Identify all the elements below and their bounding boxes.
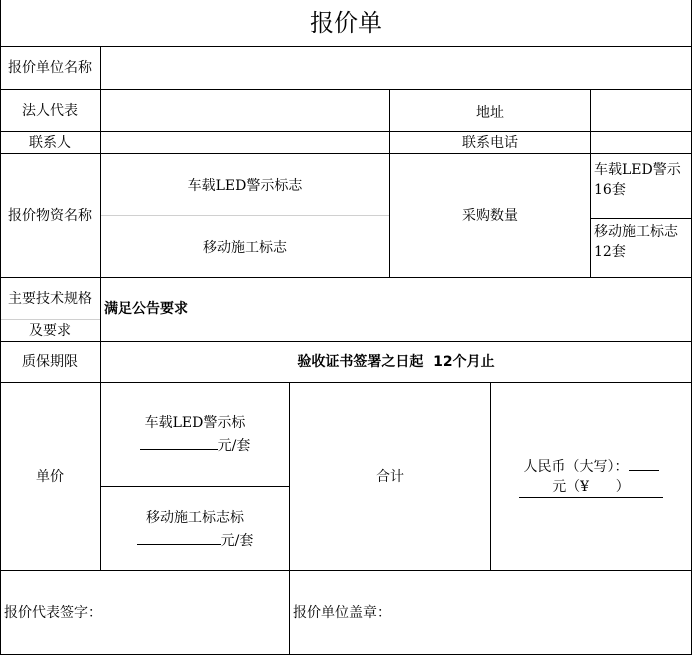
border-col-2 [389, 89, 390, 278]
phone-field[interactable] [591, 132, 691, 153]
border-col-price-2 [490, 382, 491, 571]
border-row-1 [0, 89, 692, 90]
border-unit-price-mid [100, 486, 290, 487]
phone-label: 联系电话 [462, 134, 518, 151]
total-value-line-2: 元（¥ ） [519, 477, 663, 498]
contact-label: 联系人 [29, 134, 71, 151]
qty-item-1-value: 16套 [594, 182, 626, 198]
total-value[interactable] [491, 452, 691, 500]
total-value-line-1 [524, 454, 659, 477]
qty-item-1-name: 车载LED警示 [594, 162, 681, 178]
border-col-3 [590, 89, 591, 278]
tech-spec-label-1: 主要技术规格 [8, 291, 92, 307]
border-left [0, 0, 1, 655]
border-col-price-1 [289, 382, 290, 655]
border-row-3 [0, 153, 692, 154]
border-qty-mid [590, 218, 692, 219]
total-value-blank[interactable] [629, 454, 659, 471]
unit-price-label: 单价 [36, 468, 64, 485]
qty-item-2 [594, 222, 691, 278]
tech-spec-label-2: 及要求 [29, 323, 71, 339]
inner-divider-material [101, 215, 389, 216]
bidder-name-label: 报价单位名称 [8, 60, 92, 76]
inner-divider-tech-spec [0, 319, 100, 320]
qty-item-2-name: 移动施工标志 [594, 224, 678, 240]
material-item-1: 车载LED警示标志 [187, 178, 303, 194]
address-label: 地址 [476, 104, 504, 121]
unit-price-item-1-name: 车载LED警示标 [144, 414, 246, 431]
bidder-seal-label[interactable]: 报价单位盖章： [293, 604, 391, 621]
page-title: 报价单 [310, 9, 382, 37]
unit-price-item-2-unit: 元/套 [220, 532, 254, 549]
legal-rep-field[interactable] [101, 90, 389, 131]
total-value-prefix: 人民币（大写）： [523, 459, 629, 475]
material-item-2: 移动施工标志 [203, 240, 287, 256]
tech-spec-value: 满足公告要求 [104, 301, 188, 317]
unit-price-item-2-entry[interactable] [137, 528, 254, 551]
border-row-6 [0, 382, 692, 383]
total-label: 合计 [376, 468, 404, 485]
border-row-7 [0, 570, 692, 571]
qty-item-1 [594, 160, 691, 216]
address-field[interactable] [591, 90, 691, 131]
unit-price-item-2-blank[interactable] [137, 528, 221, 545]
border-top-title [0, 46, 692, 47]
legal-rep-label: 法人代表 [22, 102, 78, 119]
qty-item-2-value: 12套 [594, 244, 626, 260]
material-name-label: 报价物资名称 [8, 207, 92, 224]
rep-signature-label[interactable]: 报价代表签字： [4, 604, 102, 621]
border-row-5 [0, 341, 692, 342]
warranty-value: 验收证书签署之日起 12个月止 [297, 354, 495, 370]
unit-price-item-1-blank[interactable] [140, 433, 218, 450]
border-col-1 [100, 46, 101, 571]
unit-price-item-1 [101, 408, 289, 460]
warranty-label: 质保期限 [22, 354, 78, 370]
unit-price-item-1-entry[interactable] [140, 433, 251, 456]
border-row-2 [0, 131, 692, 132]
purchase-qty-label: 采购数量 [462, 207, 518, 224]
unit-price-item-1-unit: 元/套 [217, 437, 251, 454]
bidder-name-field[interactable] [101, 47, 691, 89]
unit-price-item-2 [101, 503, 289, 555]
contact-field[interactable] [101, 132, 389, 153]
unit-price-item-2-name: 移动施工标志标 [146, 509, 244, 526]
border-row-4 [0, 277, 692, 278]
